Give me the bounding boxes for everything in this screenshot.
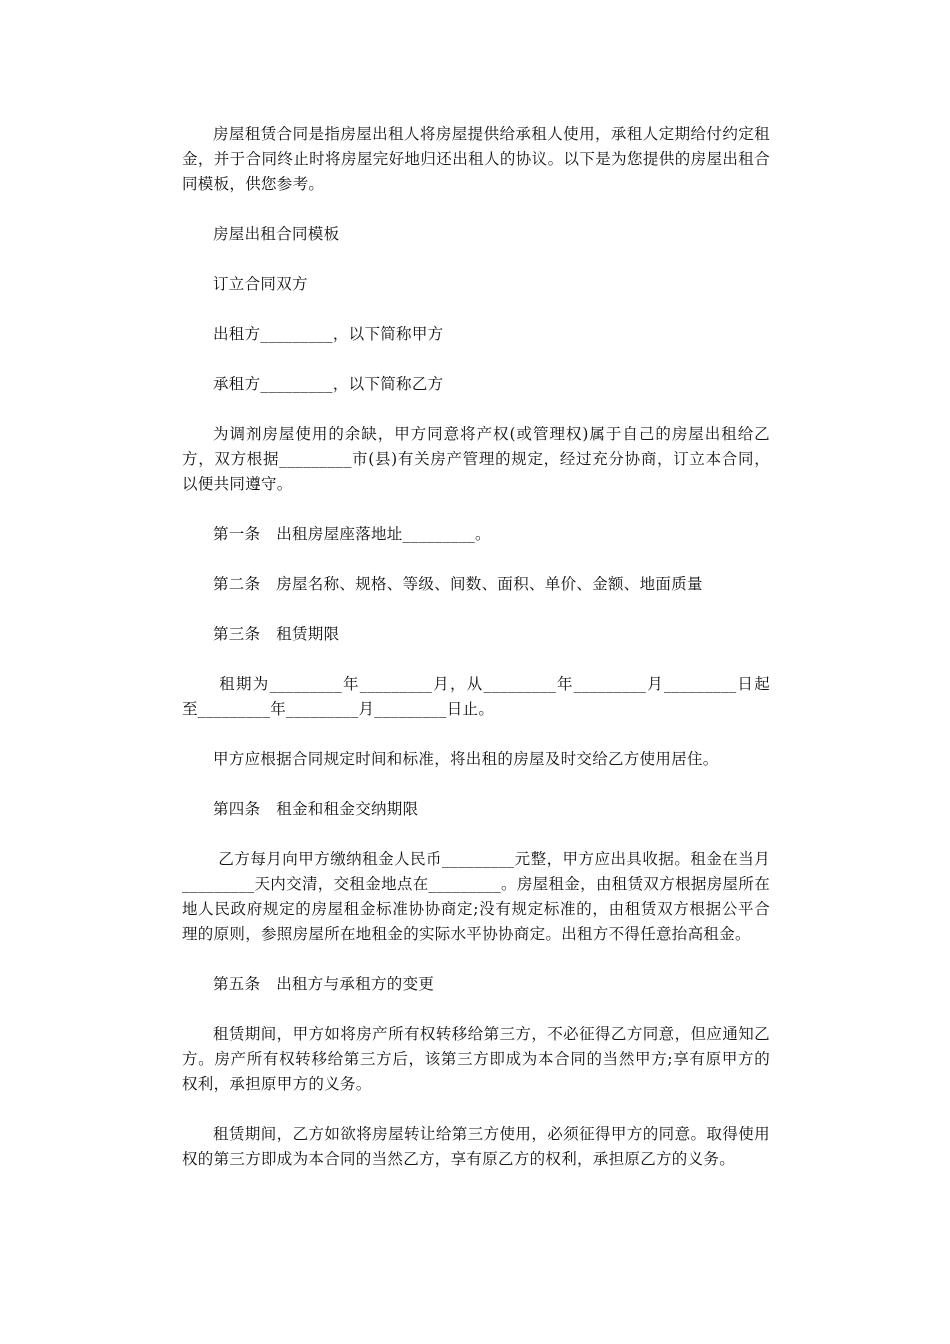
article-4-heading: 第四条 租金和租金交纳期限 [213, 800, 419, 818]
parties-heading: 订立合同双方 [213, 275, 308, 293]
preamble-paragraph: 为调剂房屋使用的余缺，甲方同意将产权(或管理权)属于自己的房屋出租给乙方，双方根据_________市(县)有关房产管理的规定，经过充分协商，订立本合同，以便共同遵守。 [182, 425, 770, 493]
article-3-heading: 第三条 租赁期限 [213, 625, 340, 643]
handover-paragraph: 甲方应根据合同规定时间和标准，将出租的房屋及时交给乙方使用居住。 [213, 750, 719, 768]
rent-paragraph: 乙方每月向甲方缴纳租金人民币_________元整，甲方应出具收据。租金在当月_________天内交清，交租金地点在_________。房屋租金，由租赁双方根据房屋所在地人民政府规定的房屋租金标准协协商定;没有规定标准的，由租赁双方根据公平合理的原则，参照房屋所在地租金的实际水平协协商定。出租方不得任意抬高租金。 [182, 850, 770, 943]
contract-title: 房屋出租合同模板 [213, 225, 340, 243]
article-5-heading: 第五条 出租方与承租方的变更 [213, 975, 435, 993]
intro-paragraph: 房屋租赁合同是指房屋出租人将房屋提供给承租人使用，承租人定期给付约定租金，并于合同终止时将房屋完好地归还出租人的协议。以下是为您提供的房屋出租合同模板，供您参考。 [182, 125, 770, 193]
lessee-line: 承租方_________，以下简称乙方 [213, 375, 444, 393]
lessor-change-paragraph: 租赁期间，甲方如将房产所有权转移给第三方，不必征得乙方同意，但应通知乙方。房产所有权转移给第三方后，该第三方即成为本合同的当然甲方;享有原甲方的权利，承担原甲方的义务。 [182, 1025, 770, 1093]
contract-document [182, 122, 770, 1172]
article-1: 第一条 出租房屋座落地址_________。 [213, 525, 491, 543]
lessee-change-paragraph: 租赁期间，乙方如欲将房屋转让给第三方使用，必须征得甲方的同意。取得使用权的第三方即成为本合同的当然乙方，享有原乙方的权利，承担原乙方的义务。 [182, 1125, 770, 1168]
lease-term-paragraph: 租期为_________年_________月，从_________年_________月_________日起至_________年_________月_________日止。 [182, 675, 770, 718]
lessor-line: 出租方_________，以下简称甲方 [213, 325, 444, 343]
article-2: 第二条 房屋名称、规格、等级、间数、面积、单价、金额、地面质量 [213, 575, 703, 593]
